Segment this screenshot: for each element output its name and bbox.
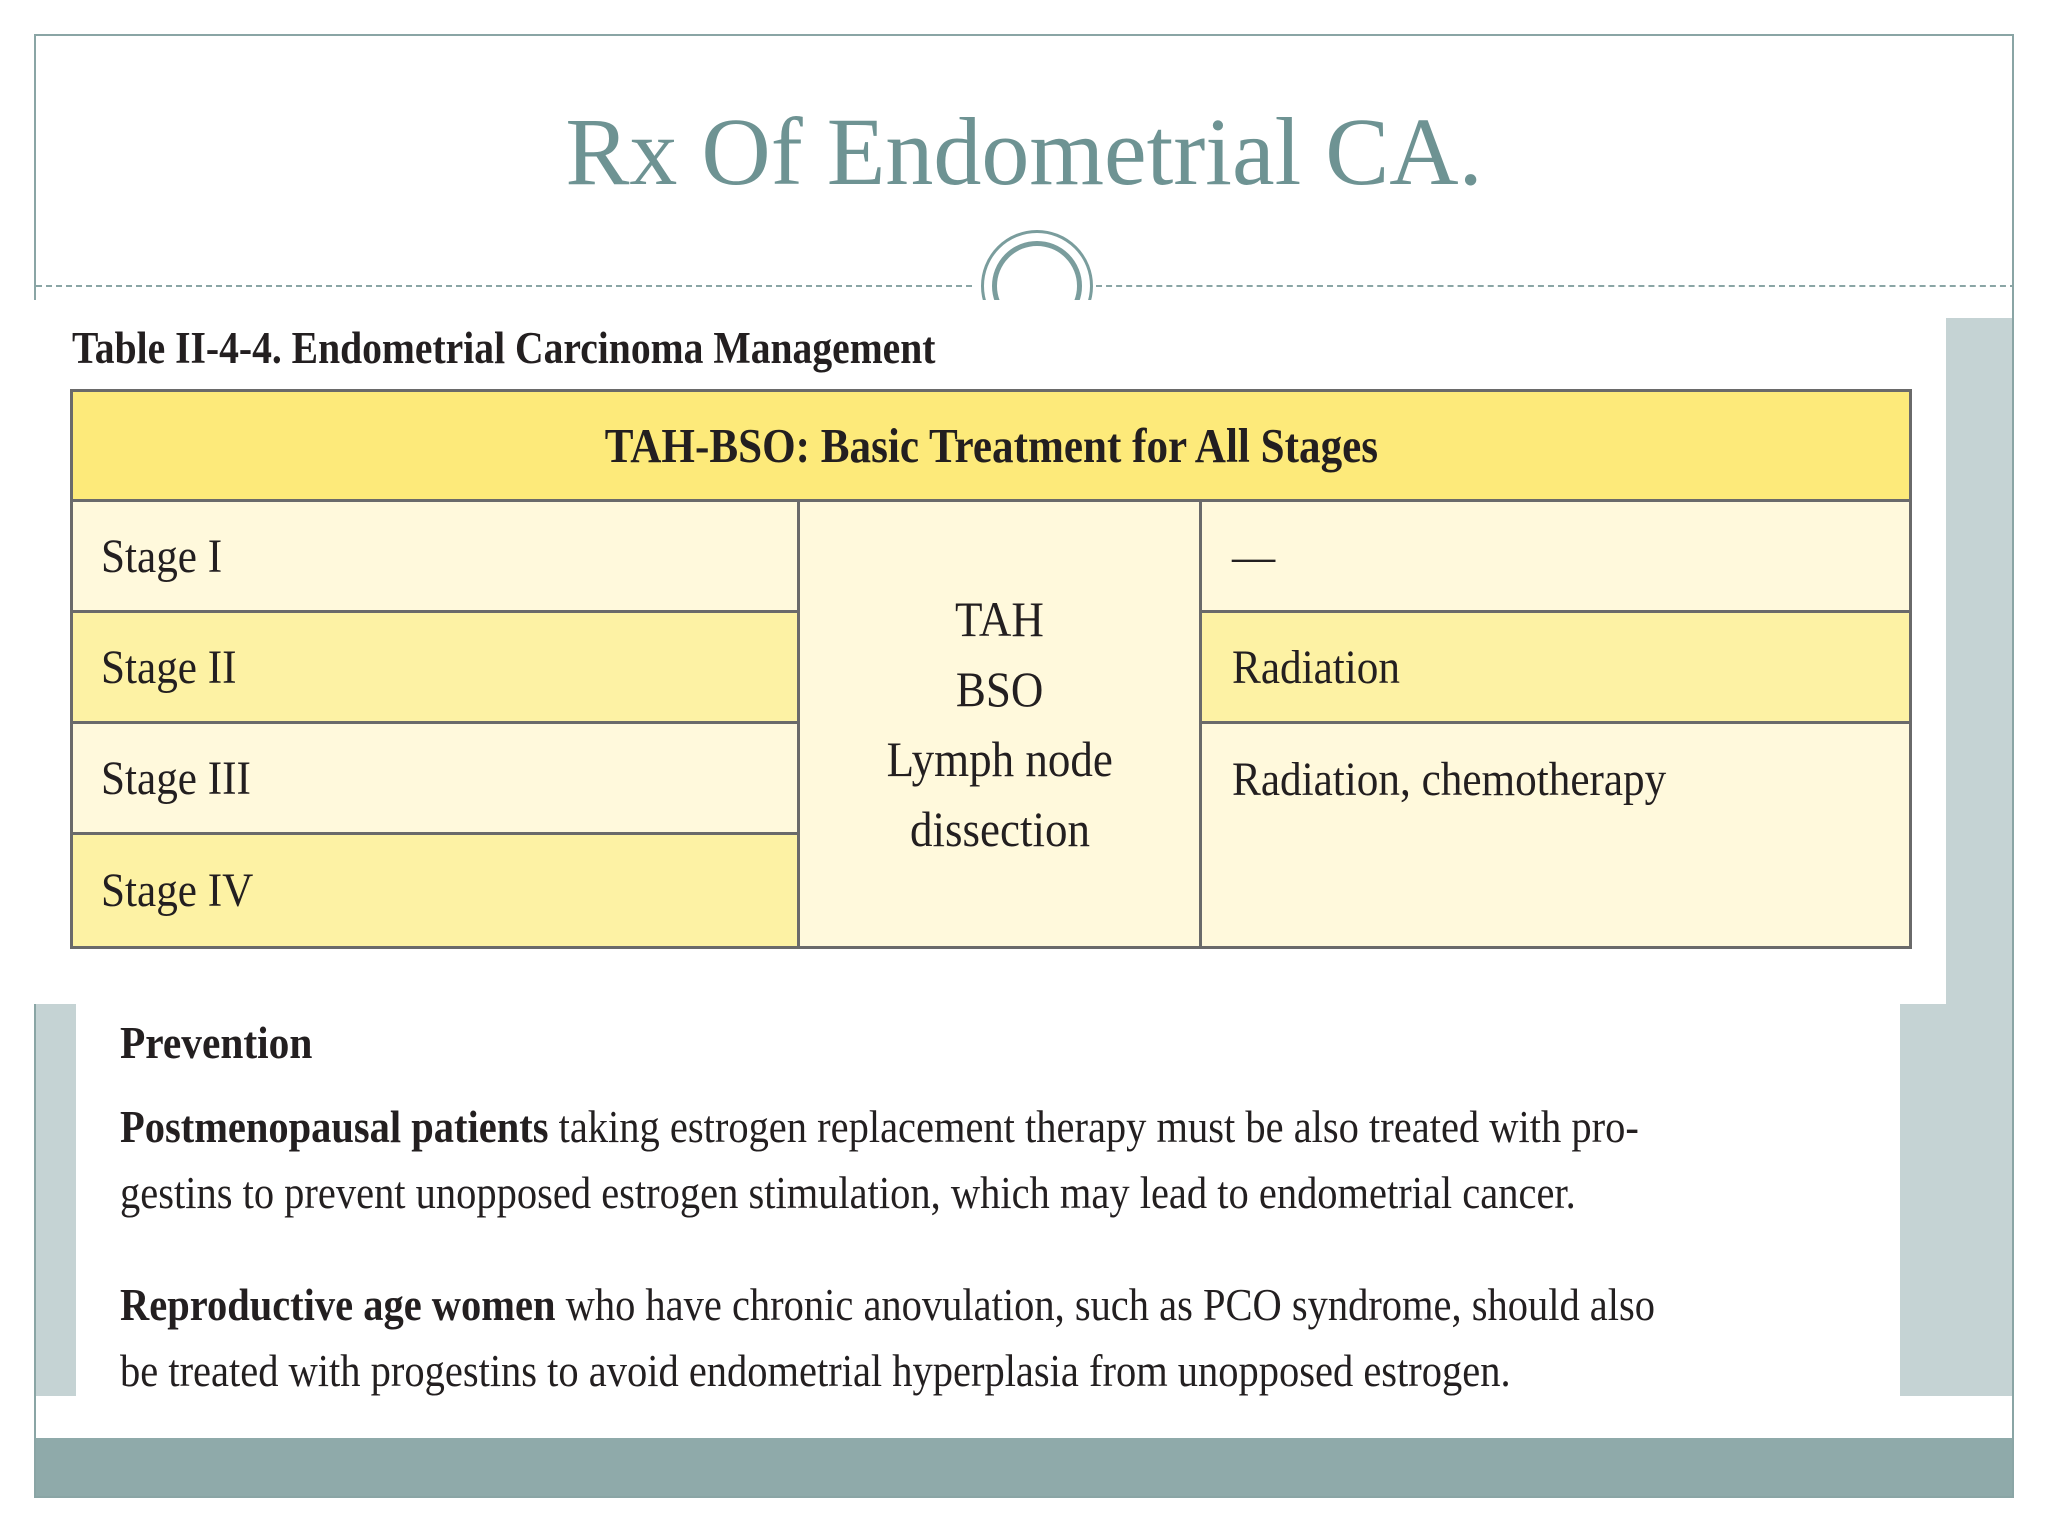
adjuvant-stage-2-text: Radiation: [1232, 640, 1400, 694]
paragraph-1-line-2: gestins to prevent unopposed estrogen stimulation, which may lead to endometrial cancer.: [120, 1167, 1576, 1218]
paragraph-2-line-2: be treated with progestins to avoid endometrial hyperplasia from unopposed estrogen.: [120, 1345, 1511, 1396]
table-header-text: TAH-BSO: Basic Treatment for All Stages: [604, 418, 1378, 473]
stage-3-cell: [73, 724, 800, 835]
stage-2-cell: [73, 613, 800, 724]
paragraph-2-line-1: [120, 1272, 1686, 1338]
surgery-line-tah: TAH: [955, 591, 1044, 647]
adjuvant-stage-3-4-cell: [1202, 724, 1909, 946]
slide-title: Rx Of Endometrial CA.: [565, 98, 1483, 205]
adjuvant-stage-2-cell: [1202, 613, 1909, 724]
title-divider-left: [36, 285, 972, 287]
surgery-cell: [800, 502, 1202, 946]
management-table: [70, 389, 1912, 949]
stage-3-label: Stage III: [101, 751, 251, 805]
surgery-line-dissection: dissection: [909, 801, 1090, 857]
reproductive-age-women-bold: Reproductive age women: [120, 1279, 556, 1330]
paragraph-1-line-1: [120, 1094, 1686, 1160]
table-header-row: [73, 392, 1909, 502]
stage-4-label: Stage IV: [101, 864, 254, 917]
stage-2-label: Stage II: [101, 640, 237, 694]
table-caption: Table II-4-4. Endometrial Carcinoma Management: [72, 323, 936, 373]
paragraph-1-line-1-rest: taking estrogen replacement therapy must be also treated with pro-: [548, 1101, 1639, 1152]
stage-1-label: Stage I: [101, 529, 223, 583]
footer-band: [36, 1438, 2012, 1498]
adjuvant-stage-1-text: —: [1232, 529, 1276, 583]
prevention-paragraph-2: [120, 1272, 1900, 1404]
stage-4-cell: [73, 835, 800, 946]
surgery-line-lymph-node: Lymph node: [886, 731, 1113, 787]
surgery-line-bso: BSO: [955, 661, 1044, 717]
postmenopausal-patients-bold: Postmenopausal patients: [120, 1101, 549, 1152]
stage-1-cell: [73, 502, 800, 613]
prevention-heading: Prevention: [120, 1017, 313, 1068]
title-divider-right: [1096, 285, 2014, 287]
paragraph-2-line-1-rest: who have chronic anovulation, such as PCO syndrome, should also: [555, 1279, 1656, 1330]
prevention-paragraph-1: [120, 1094, 1900, 1226]
adjuvant-stage-1-cell: [1202, 502, 1909, 613]
adjuvant-stage-3-4-text: Radiation, chemotherapy: [1232, 753, 1667, 806]
